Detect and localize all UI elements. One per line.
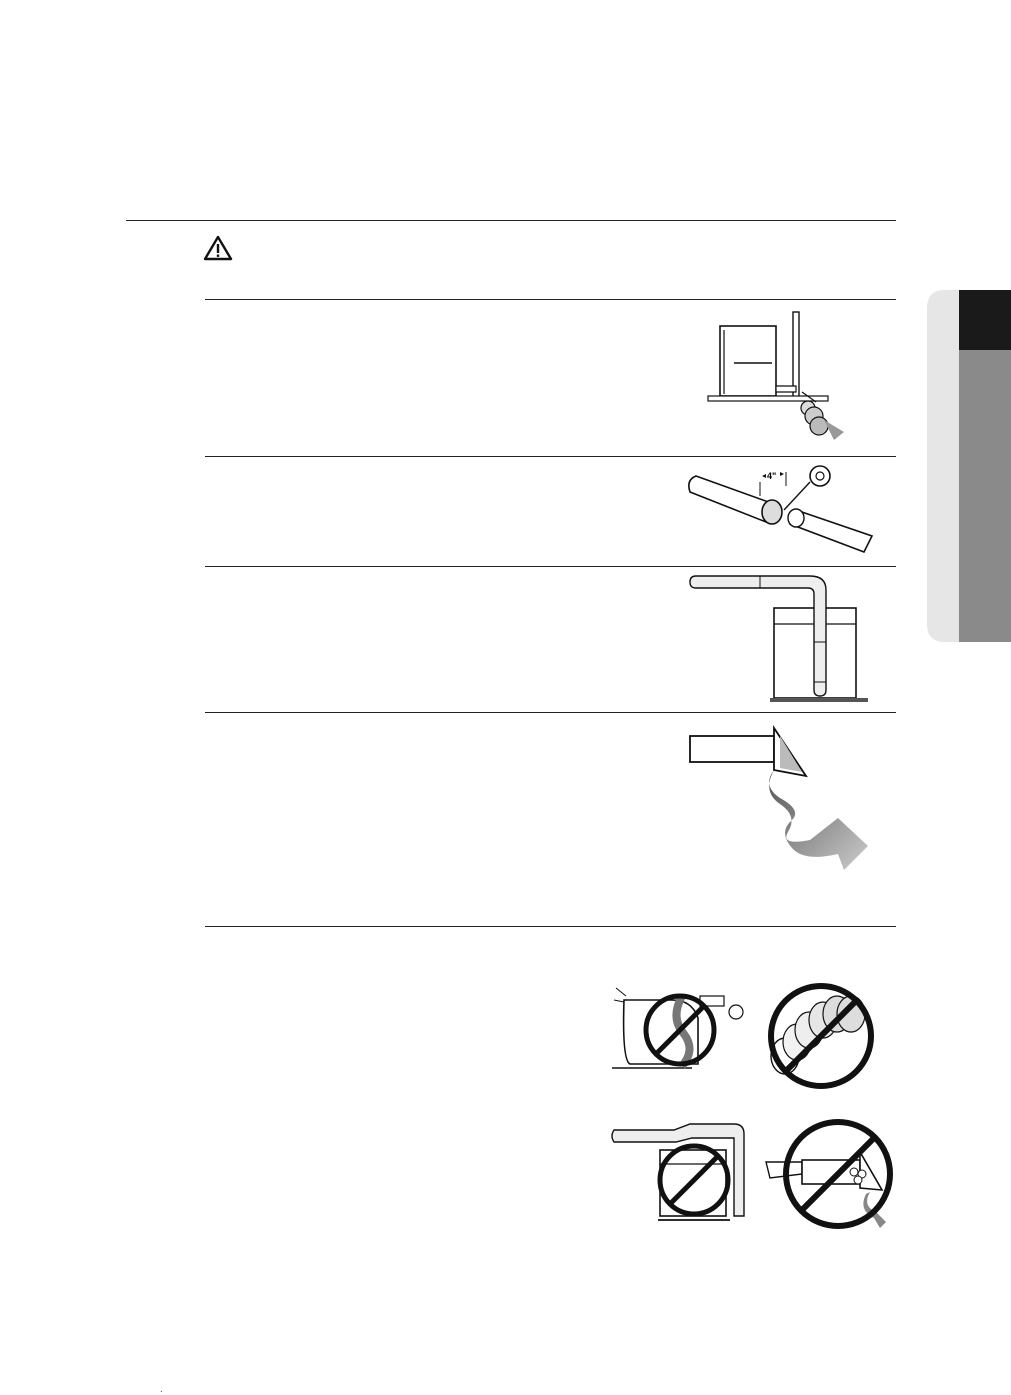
- no-blocked-hood-icon: [762, 1118, 898, 1230]
- row-divider-5: [205, 926, 896, 927]
- page-footer-mark: .: [160, 1384, 163, 1395]
- warning-triangle-icon: [203, 235, 233, 261]
- row-divider-4: [205, 712, 896, 713]
- dryer-exhaust-connection-icon: [706, 308, 856, 446]
- no-crushed-duct-icon: [612, 978, 754, 1074]
- duct-taping-icon: [688, 464, 878, 556]
- row-divider-2: [205, 456, 896, 457]
- no-long-duct-icon: [610, 1116, 752, 1224]
- chapter-side-tab: [927, 290, 1011, 642]
- section-divider-top: [126, 220, 896, 221]
- no-flexible-foil-duct-icon: [765, 980, 877, 1092]
- duct-tape-length-label: 4": [767, 471, 777, 481]
- row-divider-1: [205, 299, 896, 300]
- row-divider-3: [205, 566, 896, 567]
- exhaust-hood-icon: [688, 722, 870, 872]
- duct-routing-icon: [690, 572, 870, 706]
